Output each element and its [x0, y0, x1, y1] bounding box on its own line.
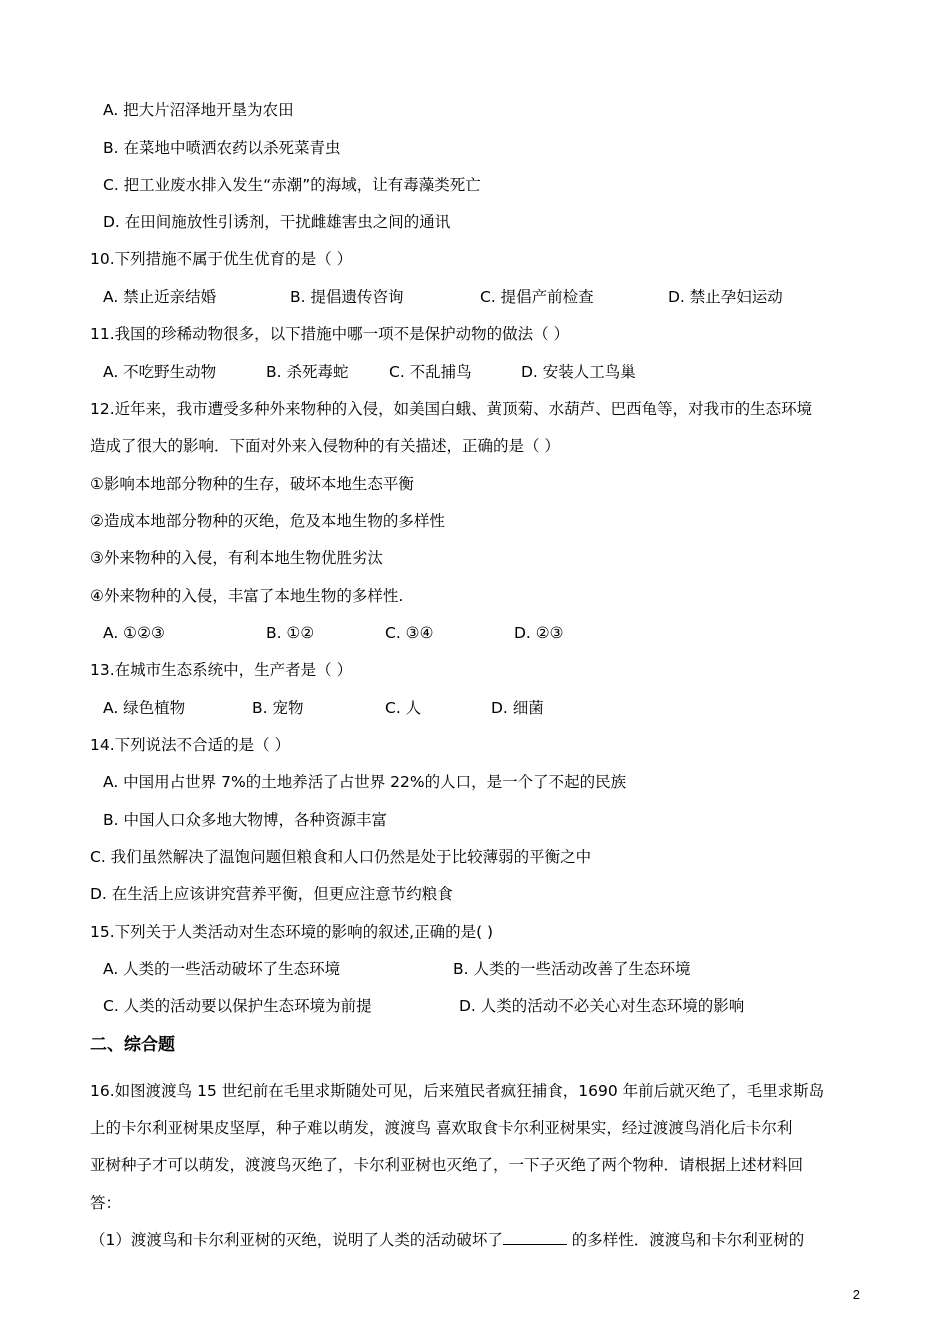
- q14-option-c: C. 我们虽然解决了温饱问题但粮食和人口仍然是处于比较薄弱的平衡之中: [90, 848, 592, 866]
- q16-text-line3: 亚树种子才可以萌发，渡渡鸟灭绝了，卡尔利亚树也灭绝了，一下子灭绝了两个物种．请根据上述材料回: [90, 1156, 804, 1174]
- q9-option-b: B. 在菜地中喷洒农药以杀死菜青虫: [103, 139, 341, 157]
- q13-option-c: C. 人: [385, 699, 422, 717]
- q16-text-line2: 上的卡尔利亚树果皮坚厚，种子难以萌发，渡渡鸟 喜欢取食卡尔利亚树果实，经过渡渡鸟消化后卡尔利: [90, 1119, 793, 1137]
- q14-option-d: D. 在生活上应该讲究营养平衡，但更应注意节约粮食: [90, 885, 453, 903]
- q11-option-c: C. 不乱捕鸟: [389, 363, 472, 381]
- q10-option-d: D. 禁止孕妇运动: [668, 288, 783, 306]
- q12-stem-line1: 12.近年来，我市遭受多种外来物种的入侵，如美国白蛾、黄顶菊、水葫芦、巴西龟等，对我市的生态环境: [90, 400, 813, 418]
- q9-option-d: D. 在田间施放性引诱剂，干扰雌雄害虫之间的通讯: [103, 213, 451, 231]
- q15-option-d: D. 人类的活动不必关心对生态环境的影响: [459, 997, 745, 1015]
- q15-option-b: B. 人类的一些活动改善了生态环境: [453, 960, 691, 978]
- q14-option-b: B. 中国人口众多地大物博，各种资源丰富: [103, 811, 387, 829]
- q15-stem: 15.下列关于人类活动对生态环境的影响的叙述,正确的是( ): [90, 923, 494, 941]
- q15-option-c: C. 人类的活动要以保护生态环境为前提: [103, 997, 372, 1015]
- q10-option-a: A. 禁止近亲结婚: [103, 288, 217, 306]
- q16-text-line1: 16.如图渡渡鸟 15 世纪前在毛里求斯随处可见，后来殖民者疯狂捕食，1690 年前后就灭绝了，毛里求斯岛: [90, 1082, 825, 1100]
- q12-stem-line2: 造成了很大的影响．下面对外来入侵物种的有关描述，正确的是（ ）: [90, 437, 560, 455]
- q16-sub1-after: 的多样性．渡渡鸟和卡尔利亚树的: [566, 1231, 805, 1249]
- q11-option-d: D. 安装人工鸟巢: [521, 363, 636, 381]
- q12-option-c: C. ③④: [385, 624, 434, 642]
- q12-statement-2: ②造成本地部分物种的灭绝，危及本地生物的多样性: [90, 512, 445, 530]
- q14-stem: 14.下列说法不合适的是（ ）: [90, 736, 291, 754]
- q16-sub1-before: （1）渡渡鸟和卡尔利亚树的灭绝，说明了人类的活动破坏了: [90, 1231, 503, 1249]
- q9-option-c: C. 把工业废水排入发生“赤潮”的海域，让有毒藻类死亡: [103, 176, 481, 194]
- q16-sub1: [90, 1230, 804, 1250]
- q12-statement-1: ①影响本地部分物种的生存，破坏本地生态平衡: [90, 475, 414, 493]
- q15-option-a: A. 人类的一些活动破坏了生态环境: [103, 960, 341, 978]
- q12-statement-4: ④外来物种的入侵，丰富了本地生物的多样性.: [90, 587, 404, 605]
- q12-statement-3: ③外来物种的入侵，有利本地生物优胜劣汰: [90, 549, 383, 567]
- page-number: 2: [852, 1287, 860, 1302]
- q12-option-a: A. ①②③: [103, 624, 165, 642]
- q9-option-a: A. 把大片沼泽地开垦为农田: [103, 101, 294, 119]
- q11-stem: 11.我国的珍稀动物很多，以下措施中哪一项不是保护动物的做法（ ）: [90, 325, 570, 343]
- q13-stem: 13.在城市生态系统中，生产者是（ ）: [90, 661, 353, 679]
- q11-option-b: B. 杀死毒蛇: [266, 363, 349, 381]
- q10-stem: 10.下列措施不属于优生优育的是（ ）: [90, 250, 353, 268]
- q13-option-b: B. 宠物: [252, 699, 304, 717]
- q10-option-c: C. 提倡产前检查: [480, 288, 594, 306]
- q12-option-d: D. ②③: [514, 624, 564, 642]
- section-heading: 二、综合题: [90, 1035, 175, 1055]
- q13-option-a: A. 绿色植物: [103, 699, 186, 717]
- q12-option-b: B. ①②: [266, 624, 315, 642]
- q14-option-a: A. 中国用占世界 7%的土地养活了占世界 22%的人口，是一个了不起的民族: [103, 773, 627, 791]
- q11-option-a: A. 不吃野生动物: [103, 363, 217, 381]
- answer-blank[interactable]: [503, 1230, 567, 1245]
- q10-option-b: B. 提倡遗传咨询: [290, 288, 404, 306]
- q13-option-d: D. 细菌: [491, 699, 544, 717]
- q16-text-line4: 答：: [90, 1194, 122, 1212]
